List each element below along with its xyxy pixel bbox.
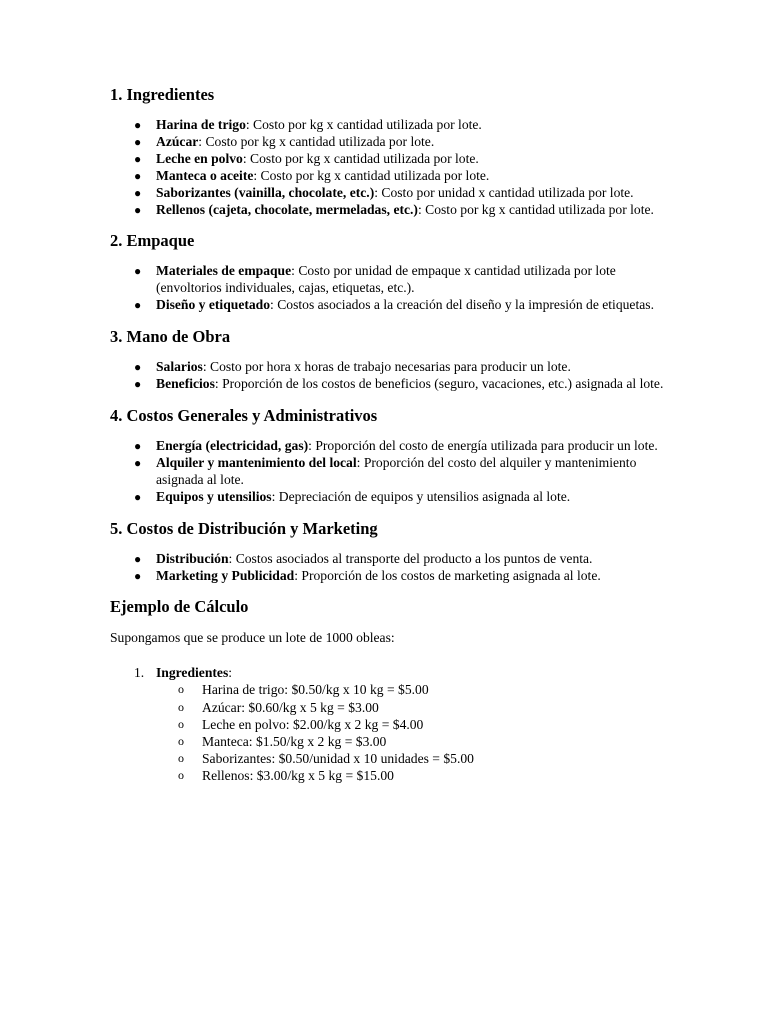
section-title: Ejemplo de Cálculo xyxy=(110,597,249,617)
list-item xyxy=(110,568,670,585)
item-term: Saborizantes (vainilla, chocolate, etc.) xyxy=(156,184,375,200)
bullet-list xyxy=(110,551,670,585)
section-title: 2. Empaque xyxy=(110,231,195,251)
list-item xyxy=(110,117,670,134)
bullet-icon: ● xyxy=(134,551,142,566)
list-item xyxy=(110,376,670,393)
section-empaque xyxy=(110,230,670,314)
sub-list-item xyxy=(156,750,670,767)
circle-bullet-icon: o xyxy=(178,734,184,749)
bullet-icon: ● xyxy=(134,134,142,149)
circle-bullet-icon: o xyxy=(178,751,184,766)
list-item xyxy=(110,168,670,185)
sub-list-item xyxy=(156,699,670,716)
item-description: : Costo por unidad x cantidad utilizada por lote. xyxy=(374,184,634,200)
document-page xyxy=(110,84,670,785)
list-item xyxy=(110,438,670,455)
item-description: : Costo por unidad de empaque x cantidad utilizada por lote (envoltorios individuales, cajas, etiquetas, etc.). xyxy=(156,263,616,296)
sub-item-text: Manteca: $1.50/kg x 2 kg = $3.00 xyxy=(202,734,387,750)
item-term: Salarios xyxy=(156,359,203,375)
bullet-icon: ● xyxy=(134,185,142,200)
item-term: Rellenos (cajeta, chocolate, mermeladas, etc.) xyxy=(156,201,418,217)
section-distribucion-marketing xyxy=(110,518,670,585)
bullet-icon: ● xyxy=(134,168,142,183)
bullet-list xyxy=(110,438,670,506)
list-item xyxy=(110,297,670,314)
item-term: Manteca o aceite xyxy=(156,167,254,183)
list-item xyxy=(110,202,670,219)
list-item xyxy=(110,263,670,297)
bullet-icon: ● xyxy=(134,151,142,166)
list-item xyxy=(110,489,670,506)
bullet-icon: ● xyxy=(134,360,142,375)
list-number: 1. xyxy=(134,665,145,681)
section-title: 3. Mano de Obra xyxy=(110,327,231,347)
list-item xyxy=(110,134,670,151)
circle-bullet-icon: o xyxy=(178,768,184,783)
section-ejemplo-calculo xyxy=(110,596,670,784)
item-description: : Costo por hora x horas de trabajo necesarias para producir un lote. xyxy=(202,359,571,375)
bullet-icon: ● xyxy=(134,438,142,453)
item-description: : Costos asociados a la creación del diseño y la impresión de etiquetas. xyxy=(270,297,654,313)
item-term: Leche en polvo xyxy=(156,150,243,166)
bullet-icon: ● xyxy=(134,489,142,504)
item-term: Distribución xyxy=(156,550,229,566)
item-term: Diseño y etiquetado xyxy=(156,297,271,313)
section-ingredientes xyxy=(110,84,670,218)
list-item xyxy=(110,359,670,376)
item-description: : xyxy=(228,665,233,681)
bullet-icon: ● xyxy=(134,298,142,313)
bullet-icon: ● xyxy=(134,118,142,132)
numbered-list xyxy=(110,664,670,784)
section-mano-de-obra xyxy=(110,326,670,393)
item-description: : Costo por kg x cantidad utilizada por lote. xyxy=(245,117,482,132)
list-item xyxy=(110,551,670,568)
item-term: Harina de trigo xyxy=(156,117,246,132)
item-term: Energía (electricidad, gas) xyxy=(156,437,309,453)
list-item xyxy=(110,151,670,168)
list-item xyxy=(110,455,670,489)
item-term: Materiales de empaque xyxy=(156,263,292,279)
item-term: Equipos y utensilios xyxy=(156,488,272,504)
item-description: : Proporción del costo del alquiler y mantenimiento asignada al lote. xyxy=(156,454,637,487)
item-description: : Costo por kg x cantidad utilizada por lote. xyxy=(253,167,490,183)
circle-bullet-icon: o xyxy=(178,699,184,714)
item-term: Beneficios xyxy=(156,376,215,392)
section-costos-generales xyxy=(110,405,670,506)
list-item xyxy=(110,664,670,784)
item-description: : Proporción del costo de energía utilizada para producir un lote. xyxy=(308,437,658,453)
item-description: : Costo por kg x cantidad utilizada por lote. xyxy=(417,201,654,217)
item-term: Alquiler y mantenimiento del local xyxy=(156,454,357,470)
bullet-list xyxy=(110,117,670,218)
sub-item-text: Azúcar: $0.60/kg x 5 kg = $3.00 xyxy=(202,699,379,715)
sub-list-item xyxy=(156,733,670,750)
bullet-icon: ● xyxy=(134,202,142,217)
item-term: Ingredientes xyxy=(156,665,229,681)
sub-item-text: Rellenos: $3.00/kg x 5 kg = $15.00 xyxy=(202,768,394,784)
bullet-list xyxy=(110,263,670,314)
sub-list xyxy=(156,681,670,784)
sub-list-item xyxy=(156,716,670,733)
section-title: 4. Costos Generales y Administrativos xyxy=(110,405,378,425)
item-description: : Proporción de los costos de marketing asignada al lote. xyxy=(294,567,601,583)
item-description: : Proporción de los costos de beneficios (seguro, vacaciones, etc.) asignada al lote. xyxy=(214,376,664,392)
sub-list-item xyxy=(156,681,670,698)
list-item xyxy=(110,185,670,202)
sub-item-text: Harina de trigo: $0.50/kg x 10 kg = $5.00 xyxy=(202,682,429,698)
item-description: : Costos asociados al transporte del producto a los puntos de venta. xyxy=(228,550,593,566)
bullet-icon: ● xyxy=(134,455,142,470)
sub-item-text: Saborizantes: $0.50/unidad x 10 unidades = $5.00 xyxy=(202,751,474,767)
bullet-icon: ● xyxy=(134,377,142,392)
circle-bullet-icon: o xyxy=(178,716,184,731)
item-description: : Depreciación de equipos y utensilios asignada al lote. xyxy=(271,488,571,504)
sub-list-item xyxy=(156,767,670,784)
example-intro: Supongamos que se produce un lote de 1000 obleas: xyxy=(110,630,395,646)
item-term: Azúcar xyxy=(156,133,199,149)
section-title: 5. Costos de Distribución y Marketing xyxy=(110,518,378,538)
section-title: 1. Ingredientes xyxy=(110,85,215,104)
bullet-icon: ● xyxy=(134,264,142,279)
circle-bullet-icon: o xyxy=(178,682,184,697)
item-description: : Costo por kg x cantidad utilizada por lote. xyxy=(198,133,435,149)
sub-item-text: Leche en polvo: $2.00/kg x 2 kg = $4.00 xyxy=(202,716,424,732)
item-term: Marketing y Publicidad xyxy=(156,567,295,583)
item-description: : Costo por kg x cantidad utilizada por lote. xyxy=(242,150,479,166)
bullet-icon: ● xyxy=(134,568,142,583)
bullet-list xyxy=(110,359,670,393)
